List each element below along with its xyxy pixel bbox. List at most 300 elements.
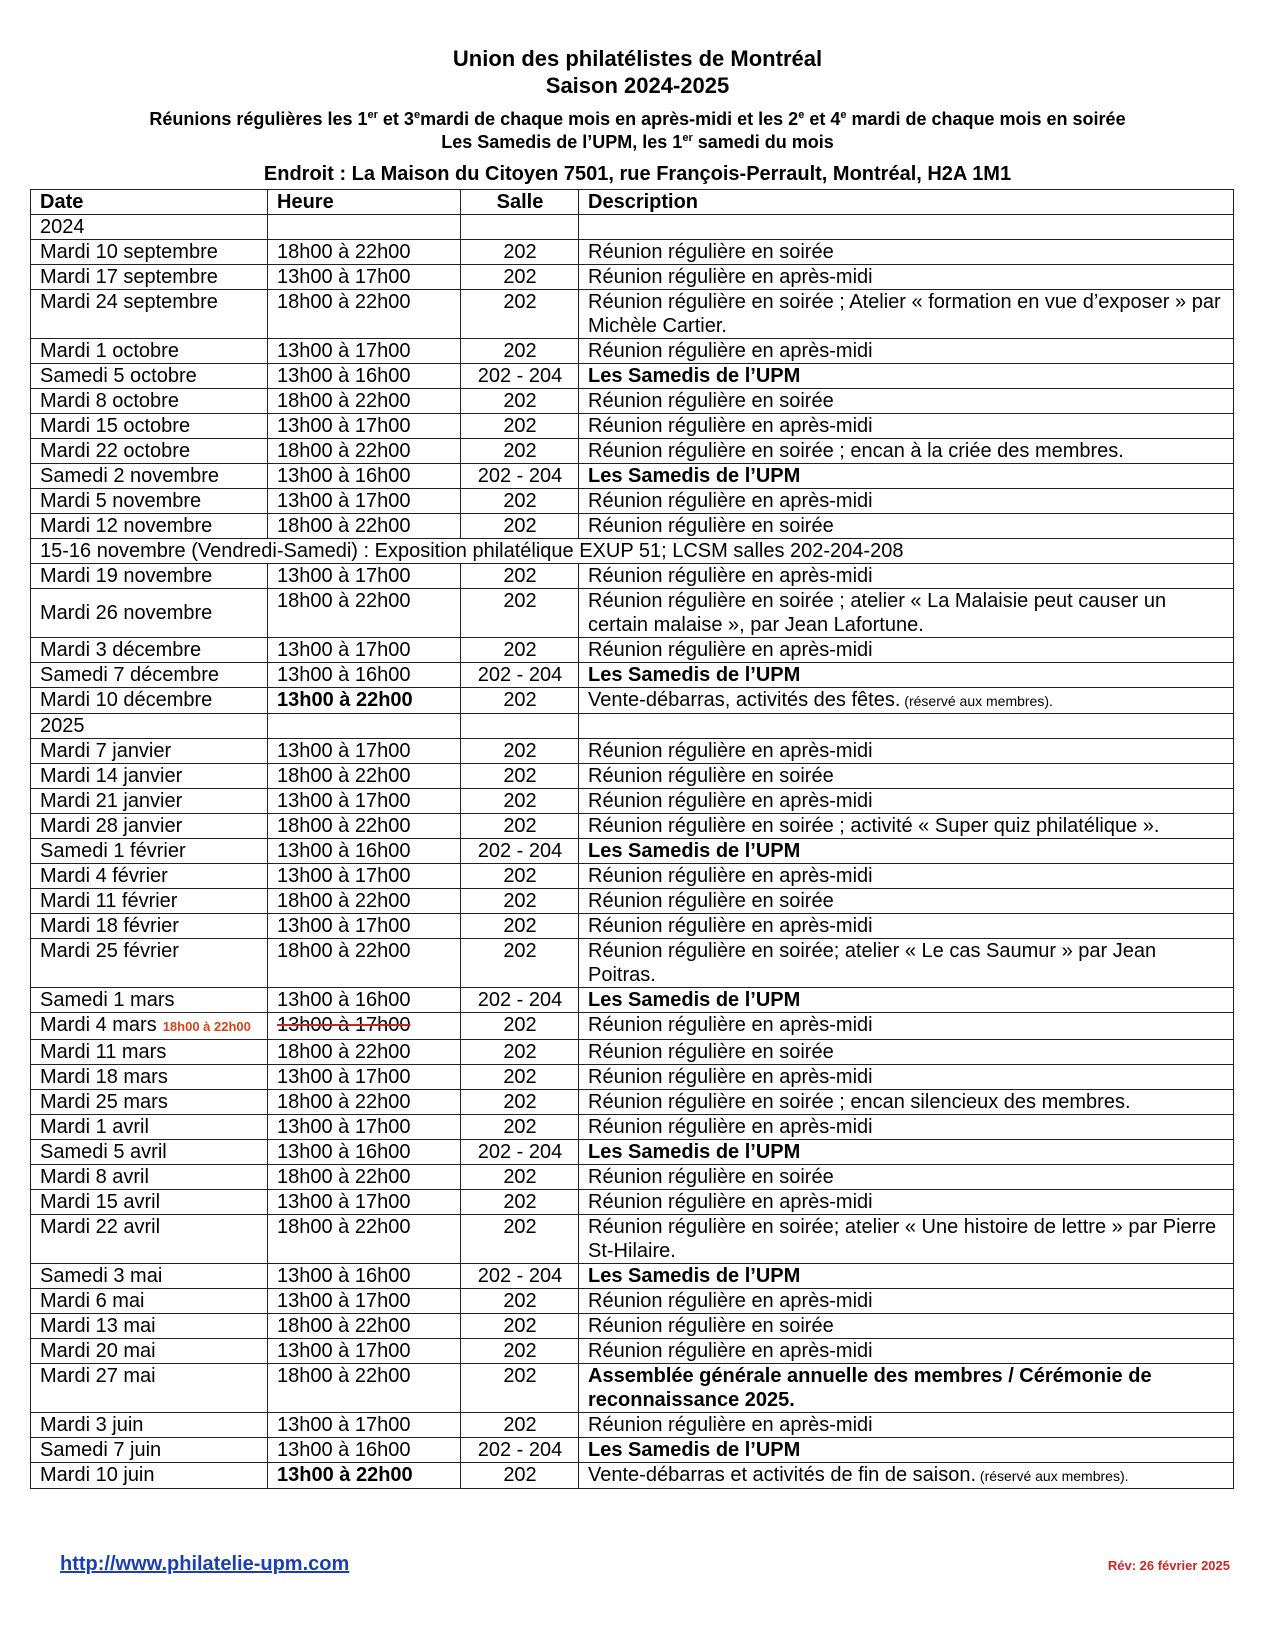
table-row	[31, 1140, 1234, 1165]
description-text: Réunion régulière en après-midi	[588, 1066, 873, 1088]
date-cell	[31, 1215, 268, 1264]
room-cell: 202	[461, 589, 579, 638]
date-cell	[31, 739, 268, 764]
time-cell	[268, 814, 461, 839]
date-cell	[31, 464, 268, 489]
time-cell	[268, 339, 461, 364]
table-row	[31, 589, 1234, 638]
room-cell: 202	[461, 290, 579, 339]
time-cell	[268, 1115, 461, 1140]
empty-cell	[579, 714, 1234, 739]
date-text: Mardi 8 octobre	[40, 390, 179, 412]
room-cell: 202	[461, 1215, 579, 1264]
description-cell	[579, 589, 1234, 638]
date-cell	[31, 939, 268, 988]
description-text: Les Samedis de l’UPM	[588, 465, 801, 487]
date-text: Mardi 18 mars	[40, 1066, 168, 1088]
date-text: Mardi 22 avril	[40, 1216, 161, 1238]
table-row	[31, 814, 1234, 839]
description-text: Les Samedis de l’UPM	[588, 365, 801, 387]
room-cell: 202	[461, 564, 579, 589]
time-cell	[268, 1040, 461, 1065]
time-text: 13h00 à 17h00	[277, 565, 411, 587]
table-row	[31, 1438, 1234, 1463]
room-cell: 202	[461, 1013, 579, 1040]
description-cell	[579, 814, 1234, 839]
description-cell	[579, 1190, 1234, 1215]
date-text: Mardi 22 octobre	[40, 440, 191, 462]
room-cell: 202	[461, 1065, 579, 1090]
date-cell	[31, 988, 268, 1013]
time-cell	[268, 1065, 461, 1090]
description-cell	[579, 739, 1234, 764]
members-only-note: (réservé aux membres).	[900, 693, 1053, 709]
time-cell	[268, 464, 461, 489]
time-text: 13h00 à 16h00	[277, 1265, 411, 1287]
time-text: 13h00 à 17h00	[277, 1414, 411, 1436]
time-cell	[268, 889, 461, 914]
room-cell: 202	[461, 339, 579, 364]
description-text: Réunion régulière en après-midi	[588, 865, 873, 887]
time-text: 13h00 à 17h00	[277, 1116, 411, 1138]
table-row	[31, 688, 1234, 714]
time-cell	[268, 1215, 461, 1264]
date-cell	[31, 1314, 268, 1339]
time-text: 18h00 à 22h00	[277, 291, 411, 313]
time-cell	[268, 265, 461, 290]
description-text: Réunion régulière en après-midi	[588, 1290, 873, 1312]
members-only-note: (réservé aux membres).	[976, 1468, 1129, 1484]
date-cell	[31, 914, 268, 939]
table-row	[31, 663, 1234, 688]
empty-cell	[579, 215, 1234, 240]
date-text: Mardi 3 juin	[40, 1414, 144, 1436]
date-cell	[31, 240, 268, 265]
room-cell: 202 - 204	[461, 464, 579, 489]
time-text: 18h00 à 22h00	[277, 1166, 411, 1188]
table-row	[31, 1314, 1234, 1339]
time-cell	[268, 414, 461, 439]
description-cell	[579, 439, 1234, 464]
time-text: 18h00 à 22h00	[277, 890, 411, 912]
date-cell	[31, 1339, 268, 1364]
time-text: 13h00 à 17h00	[277, 639, 411, 661]
room-cell: 202	[461, 789, 579, 814]
description-cell	[579, 688, 1234, 714]
table-row	[31, 1289, 1234, 1314]
room-cell: 202	[461, 889, 579, 914]
table-row	[31, 389, 1234, 414]
header-description: Description	[579, 190, 1234, 215]
time-text: 18h00 à 22h00	[277, 1315, 411, 1337]
description-cell	[579, 1264, 1234, 1289]
room-cell: 202	[461, 1289, 579, 1314]
time-cell	[268, 663, 461, 688]
description-cell	[579, 764, 1234, 789]
time-cell	[268, 864, 461, 889]
time-correction-note: 18h00 à 22h00	[162, 1019, 251, 1034]
description-text: Réunion régulière en après-midi	[588, 415, 873, 437]
time-text: 13h00 à 16h00	[277, 664, 411, 686]
time-text: 13h00 à 17h00	[277, 266, 411, 288]
room-cell: 202	[461, 265, 579, 290]
description-text: Vente-débarras et activités de fin de saison.	[588, 1464, 977, 1486]
date-cell	[31, 514, 268, 539]
time-text: 13h00 à 16h00	[277, 465, 411, 487]
header-date: Date	[31, 190, 268, 215]
time-text: 13h00 à 17h00	[277, 915, 411, 937]
date-text: Mardi 10 juin	[40, 1464, 155, 1486]
room-cell: 202	[461, 439, 579, 464]
description-text: Réunion régulière en après-midi	[588, 1116, 873, 1138]
time-cell	[268, 1314, 461, 1339]
time-cell	[268, 1264, 461, 1289]
description-text: Réunion régulière en après-midi	[588, 490, 873, 512]
time-cell	[268, 514, 461, 539]
time-text: 13h00 à 17h00	[277, 790, 411, 812]
time-cell	[268, 564, 461, 589]
table-row	[31, 439, 1234, 464]
description-cell	[579, 1115, 1234, 1140]
date-text: Mardi 10 septembre	[40, 241, 218, 263]
description-cell	[579, 939, 1234, 988]
empty-cell	[461, 714, 579, 739]
table-row	[31, 1040, 1234, 1065]
table-row	[31, 914, 1234, 939]
description-text: Réunion régulière en soirée	[588, 765, 834, 787]
room-cell: 202	[461, 814, 579, 839]
time-cell	[268, 638, 461, 663]
description-text: Réunion régulière en soirée; atelier « Le cas Saumur » par Jean Poitras.	[588, 940, 1157, 986]
room-cell: 202	[461, 1339, 579, 1364]
table-row	[31, 839, 1234, 864]
time-cell	[268, 489, 461, 514]
description-text: Réunion régulière en soirée	[588, 390, 834, 412]
time-text: 13h00 à 17h00	[277, 1290, 411, 1312]
header-room: Salle	[461, 190, 579, 215]
date-text: Mardi 11 mars	[40, 1041, 167, 1063]
time-text: 18h00 à 22h00	[277, 1041, 411, 1063]
date-cell	[31, 1463, 268, 1489]
time-text: 13h00 à 22h00	[277, 689, 413, 711]
table-row	[31, 1090, 1234, 1115]
date-cell	[31, 589, 268, 638]
table-row	[31, 1264, 1234, 1289]
time-cell	[268, 839, 461, 864]
date-cell	[31, 764, 268, 789]
date-cell	[31, 1090, 268, 1115]
description-cell	[579, 414, 1234, 439]
year-cell: 2024	[31, 215, 268, 240]
table-row	[31, 564, 1234, 589]
time-cell	[268, 1165, 461, 1190]
table-row	[31, 489, 1234, 514]
date-text: Mardi 10 décembre	[40, 689, 213, 711]
description-cell	[579, 1364, 1234, 1413]
date-text: Samedi 3 mai	[40, 1265, 163, 1287]
description-cell	[579, 364, 1234, 389]
room-cell: 202 - 204	[461, 1140, 579, 1165]
room-cell: 202	[461, 688, 579, 714]
date-text: Mardi 6 mai	[40, 1290, 145, 1312]
time-text: 13h00 à 17h00	[277, 865, 411, 887]
description-cell	[579, 265, 1234, 290]
room-cell: 202	[461, 939, 579, 988]
table-row	[31, 364, 1234, 389]
date-text: Mardi 14 janvier	[40, 765, 183, 787]
date-cell	[31, 1264, 268, 1289]
room-cell: 202	[461, 1090, 579, 1115]
date-cell	[31, 814, 268, 839]
time-cell	[268, 364, 461, 389]
time-cell	[268, 240, 461, 265]
time-text: 13h00 à 17h00	[277, 1066, 411, 1088]
description-cell	[579, 864, 1234, 889]
table-row	[31, 1413, 1234, 1438]
date-cell	[31, 564, 268, 589]
table-row	[31, 739, 1234, 764]
table-row	[31, 1065, 1234, 1090]
date-cell	[31, 1413, 268, 1438]
date-text: Mardi 19 novembre	[40, 565, 213, 587]
description-cell	[579, 1413, 1234, 1438]
description-cell	[579, 240, 1234, 265]
season-title: Saison 2024-2025	[545, 73, 730, 98]
date-cell	[31, 688, 268, 714]
date-text: Mardi 15 octobre	[40, 415, 191, 437]
description-cell	[579, 839, 1234, 864]
time-cell	[268, 1289, 461, 1314]
time-cell	[268, 389, 461, 414]
time-cell	[268, 1463, 461, 1489]
description-cell	[579, 1339, 1234, 1364]
room-cell: 202	[461, 414, 579, 439]
revision-date: Rév: 26 février 2025	[1107, 1558, 1230, 1573]
room-cell: 202 - 204	[461, 1264, 579, 1289]
date-cell	[31, 414, 268, 439]
room-cell: 202	[461, 638, 579, 663]
time-cell	[268, 1438, 461, 1463]
table-row	[31, 240, 1234, 265]
date-cell	[31, 1065, 268, 1090]
description-cell	[579, 514, 1234, 539]
table-row	[31, 1190, 1234, 1215]
saturdays-line: Les Samedis de l’UPM, les 1er samedi du mois	[441, 132, 834, 152]
time-cell	[268, 439, 461, 464]
time-cell	[268, 939, 461, 988]
description-cell	[579, 663, 1234, 688]
date-text: Mardi 28 janvier	[40, 815, 183, 837]
date-text: Mardi 4 mars	[40, 1014, 157, 1036]
table-row	[31, 265, 1234, 290]
time-text: 13h00 à 16h00	[277, 1439, 411, 1461]
room-cell: 202	[461, 1463, 579, 1489]
time-text: 13h00 à 17h00	[277, 490, 411, 512]
website-link[interactable]: http://www.philatelie-upm.com	[60, 1553, 350, 1575]
description-text: Les Samedis de l’UPM	[588, 840, 801, 862]
time-text: 13h00 à 16h00	[277, 989, 411, 1011]
description-cell	[579, 564, 1234, 589]
table-row	[31, 1013, 1234, 1040]
description-text: Réunion régulière en après-midi	[588, 740, 873, 762]
description-text: Réunion régulière en soirée	[588, 890, 834, 912]
description-cell	[579, 789, 1234, 814]
time-text: 18h00 à 22h00	[277, 765, 411, 787]
time-cell	[268, 688, 461, 714]
date-text: Samedi 1 mars	[40, 989, 175, 1011]
room-cell: 202 - 204	[461, 839, 579, 864]
time-text: 13h00 à 17h00	[277, 340, 411, 362]
page-title: Union des philatélistes de Montréal	[452, 46, 823, 71]
table-body	[31, 215, 1234, 1489]
room-cell: 202	[461, 1314, 579, 1339]
table-row	[31, 939, 1234, 988]
description-cell	[579, 1314, 1234, 1339]
room-cell: 202 - 204	[461, 1438, 579, 1463]
time-text: 18h00 à 22h00	[277, 241, 411, 263]
date-cell	[31, 789, 268, 814]
table-row	[31, 1215, 1234, 1264]
table-row	[31, 464, 1234, 489]
exhibition-notice: 15-16 novembre (Vendredi-Samedi) : Exposition philatélique EXUP 51; LCSM salles 202-204-208	[31, 539, 1234, 564]
time-cell	[268, 1339, 461, 1364]
table-row	[31, 1463, 1234, 1489]
time-text: 18h00 à 22h00	[277, 1216, 411, 1238]
table-row	[31, 1115, 1234, 1140]
time-text: 13h00 à 17h00	[277, 1340, 411, 1362]
description-text: Réunion régulière en soirée ; encan à la criée des membres.	[588, 440, 1124, 462]
time-text: 13h00 à 17h00	[277, 415, 411, 437]
room-cell: 202	[461, 1364, 579, 1413]
date-cell	[31, 1165, 268, 1190]
date-text: Mardi 4 février	[40, 865, 168, 887]
date-text: Samedi 7 juin	[40, 1439, 162, 1461]
table-row	[31, 638, 1234, 663]
room-cell: 202	[461, 1040, 579, 1065]
description-text: Réunion régulière en soirée ; activité « Super quiz philatélique ».	[588, 815, 1160, 837]
date-text: Mardi 5 novembre	[40, 490, 202, 512]
header-time: Heure	[268, 190, 461, 215]
table-row	[31, 414, 1234, 439]
description-text: Réunion régulière en après-midi	[588, 1014, 873, 1036]
time-cell	[268, 589, 461, 638]
description-text: Réunion régulière en soirée	[588, 1041, 834, 1063]
time-text: 18h00 à 22h00	[277, 1091, 411, 1113]
table-row	[31, 290, 1234, 339]
date-text: Mardi 25 février	[40, 940, 179, 962]
room-cell: 202	[461, 489, 579, 514]
date-cell	[31, 1190, 268, 1215]
description-text: Réunion régulière en après-midi	[588, 565, 873, 587]
room-cell: 202	[461, 389, 579, 414]
time-cell	[268, 764, 461, 789]
time-cell	[268, 1413, 461, 1438]
date-cell	[31, 1289, 268, 1314]
description-cell	[579, 464, 1234, 489]
room-cell: 202	[461, 1413, 579, 1438]
table-row	[31, 514, 1234, 539]
table-row	[31, 889, 1234, 914]
description-cell	[579, 1013, 1234, 1040]
description-cell	[579, 1165, 1234, 1190]
description-text: Réunion régulière en soirée	[588, 1315, 834, 1337]
description-text: Les Samedis de l’UPM	[588, 1141, 801, 1163]
location-line: Endroit : La Maison du Citoyen 7501, rue François-Perrault, Montréal, H2A 1M1	[263, 163, 1012, 185]
time-cell	[268, 988, 461, 1013]
date-cell	[31, 1140, 268, 1165]
description-cell	[579, 290, 1234, 339]
description-text: Réunion régulière en soirée ; encan silencieux des membres.	[588, 1091, 1131, 1113]
time-text: 13h00 à 16h00	[277, 1141, 411, 1163]
date-cell	[31, 265, 268, 290]
description-cell	[579, 988, 1234, 1013]
description-text: Réunion régulière en après-midi	[588, 1191, 873, 1213]
schedule-table	[30, 189, 1234, 1489]
date-cell	[31, 1438, 268, 1463]
description-cell	[579, 638, 1234, 663]
date-text: Mardi 12 novembre	[40, 515, 213, 537]
description-cell	[579, 389, 1234, 414]
description-cell	[579, 889, 1234, 914]
table-row	[31, 988, 1234, 1013]
date-text: Samedi 7 décembre	[40, 664, 219, 686]
time-text: 18h00 à 22h00	[277, 940, 411, 962]
description-text: Réunion régulière en soirée	[588, 1166, 834, 1188]
table-row	[31, 714, 1234, 739]
description-text: Réunion régulière en soirée	[588, 241, 834, 263]
room-cell: 202	[461, 914, 579, 939]
table-row	[31, 1165, 1234, 1190]
time-text: 18h00 à 22h00	[277, 590, 411, 612]
date-cell	[31, 839, 268, 864]
date-text: Mardi 25 mars	[40, 1091, 168, 1113]
meetings-schedule-line: Réunions régulières les 1er et 3emardi de chaque mois en après-midi et les 2e et 4e mardi de chaque mois en soirée	[149, 109, 1126, 129]
date-text: Samedi 5 avril	[40, 1141, 167, 1163]
room-cell: 202	[461, 1190, 579, 1215]
description-text: Réunion régulière en après-midi	[588, 1340, 873, 1362]
room-cell: 202	[461, 764, 579, 789]
description-text: Réunion régulière en après-midi	[588, 639, 873, 661]
time-cell	[268, 1090, 461, 1115]
description-cell	[579, 1215, 1234, 1264]
date-cell	[31, 864, 268, 889]
description-text: Assemblée générale annuelle des membres / Cérémonie de reconnaissance 2025.	[588, 1365, 1152, 1411]
time-cell	[268, 914, 461, 939]
date-text: Mardi 1 octobre	[40, 340, 179, 362]
empty-cell	[268, 714, 461, 739]
description-cell	[579, 914, 1234, 939]
room-cell: 202	[461, 864, 579, 889]
time-text: 13h00 à 17h00	[277, 740, 411, 762]
description-cell	[579, 1438, 1234, 1463]
table-row	[31, 539, 1234, 564]
date-text: Mardi 17 septembre	[40, 266, 218, 288]
date-cell	[31, 638, 268, 663]
description-text: Réunion régulière en soirée; atelier « Une histoire de lettre » par Pierre St-Hilaire.	[588, 1216, 1217, 1262]
description-text: Les Samedis de l’UPM	[588, 664, 801, 686]
time-text: 13h00 à 16h00	[277, 365, 411, 387]
empty-cell	[461, 215, 579, 240]
date-cell	[31, 663, 268, 688]
room-cell: 202	[461, 739, 579, 764]
time-text: 13h00 à 16h00	[277, 840, 411, 862]
year-cell: 2025	[31, 714, 268, 739]
date-text: Mardi 11 février	[40, 890, 178, 912]
description-cell	[579, 489, 1234, 514]
date-text: Mardi 26 novembre	[40, 602, 213, 624]
date-cell	[31, 389, 268, 414]
date-text: Mardi 21 janvier	[40, 790, 183, 812]
